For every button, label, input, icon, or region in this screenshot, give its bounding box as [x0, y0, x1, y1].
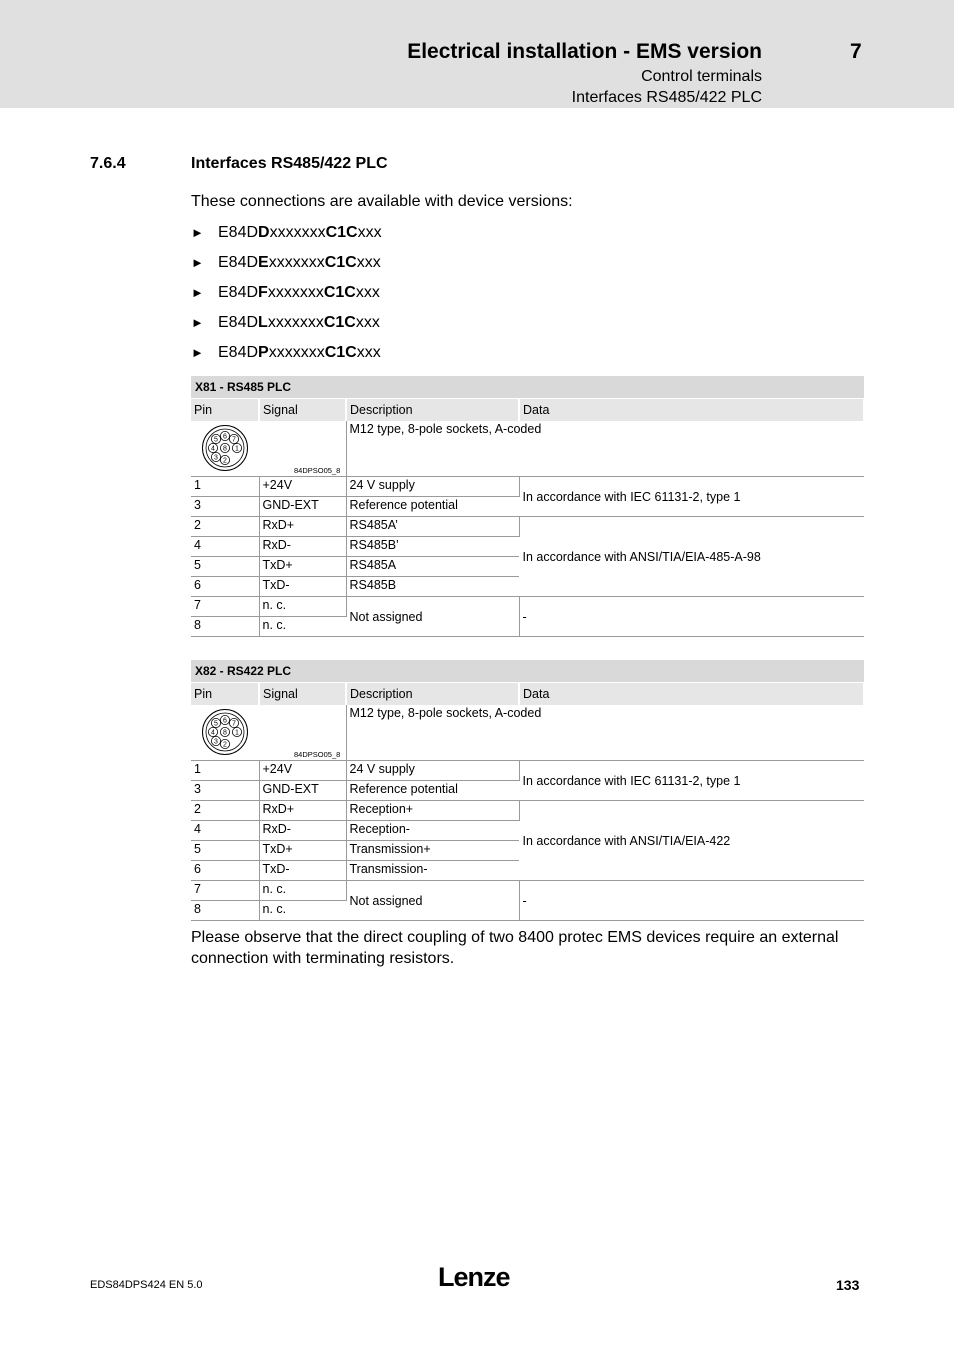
description-cell: RS485A’: [346, 517, 519, 537]
device-version-item: [191, 312, 382, 342]
description-cell: RS485A: [346, 557, 519, 577]
device-code-part: E84D: [218, 344, 259, 361]
signal-cell: RxD-: [259, 821, 346, 841]
chapter-number: 7: [850, 40, 862, 63]
data-cell: -: [519, 881, 864, 921]
svg-text:6: 6: [223, 717, 227, 725]
device-code-part: E84D: [218, 224, 259, 241]
svg-text:5: 5: [214, 436, 218, 444]
device-code-part: F: [258, 284, 268, 301]
table-row: [191, 761, 864, 781]
device-code-part: E84D: [218, 284, 259, 301]
svg-text:8: 8: [223, 445, 227, 453]
description-cell: Not assigned: [346, 881, 519, 921]
x81-table: [191, 376, 864, 637]
svg-text:5: 5: [214, 720, 218, 728]
device-code-part: xxxxxxx: [268, 254, 325, 271]
pin-cell: 2: [191, 801, 259, 821]
svg-text:4: 4: [211, 729, 215, 737]
table-row: [191, 477, 864, 497]
description-cell: Reception-: [346, 821, 519, 841]
device-code-part: C1C: [323, 284, 356, 301]
pin-cell: 6: [191, 861, 259, 881]
data-cell: -: [519, 597, 864, 637]
description-cell: 24 V supply: [346, 477, 519, 497]
svg-text:7: 7: [232, 436, 236, 444]
description-cell: Transmission+: [346, 841, 519, 861]
lenze-logo: Lenze: [438, 1262, 510, 1292]
connector-image-cell: [191, 421, 346, 477]
description-cell: Reference potential: [346, 781, 519, 801]
signal-cell: n. c.: [259, 617, 346, 637]
bullet-arrow-icon: ►: [191, 315, 204, 330]
pin-cell: 7: [191, 881, 259, 901]
device-code-part: C1C: [325, 224, 358, 241]
svg-text:3: 3: [214, 738, 218, 746]
signal-cell: TxD+: [259, 841, 346, 861]
description-cell: Reference potential: [346, 497, 519, 517]
device-code-part: P: [258, 344, 269, 361]
device-code-part: xxx: [357, 224, 382, 241]
m12-connector-icon: [201, 708, 249, 756]
signal-cell: TxD-: [259, 577, 346, 597]
pin-assignment-table: [191, 399, 865, 637]
device-code-part: C1C: [323, 314, 356, 331]
device-code-part: xxx: [356, 344, 381, 361]
pin-cell: 2: [191, 517, 259, 537]
m12-connector-icon: [201, 424, 249, 472]
column-header: Data: [519, 683, 864, 705]
pin-cell: 8: [191, 617, 259, 637]
signal-cell: TxD+: [259, 557, 346, 577]
connector-image-id: 84DPSO05_8: [294, 750, 341, 759]
bullet-arrow-icon: ►: [191, 285, 204, 300]
chapter-title: Electrical installation - EMS version: [407, 40, 762, 63]
intro-text: These connections are available with device versions:: [191, 193, 573, 210]
signal-cell: GND-EXT: [259, 497, 346, 517]
pin-cell: 1: [191, 761, 259, 781]
page-number: 133: [836, 1277, 860, 1293]
description-cell: RS485B: [346, 577, 519, 597]
svg-text:6: 6: [223, 433, 227, 441]
header-subtitle-2: Interfaces RS485/422 PLC: [571, 89, 762, 106]
signal-cell: TxD-: [259, 861, 346, 881]
svg-text:8: 8: [223, 729, 227, 737]
device-version-item: [191, 282, 382, 312]
device-code-part: L: [258, 314, 268, 331]
pin-cell: 8: [191, 901, 259, 921]
column-header: Signal: [259, 399, 346, 421]
section-number: 7.6.4: [90, 155, 126, 172]
header-subtitle-1: Control terminals: [641, 68, 762, 85]
pin-cell: 4: [191, 821, 259, 841]
description-cell: Reception+: [346, 801, 519, 821]
table-caption: X82 - RS422 PLC: [191, 660, 864, 682]
svg-text:1: 1: [235, 729, 239, 737]
signal-cell: GND-EXT: [259, 781, 346, 801]
connector-description: M12 type, 8-pole sockets, A-coded: [346, 421, 864, 477]
pin-cell: 3: [191, 497, 259, 517]
device-version-item: [191, 342, 382, 372]
data-cell: In accordance with IEC 61131-2, type 1: [519, 477, 864, 517]
data-cell: In accordance with ANSI/TIA/EIA-485-A-98: [519, 517, 864, 597]
column-header: Description: [346, 683, 519, 705]
signal-cell: n. c.: [259, 881, 346, 901]
bullet-arrow-icon: ►: [191, 225, 204, 240]
bullet-arrow-icon: ►: [191, 345, 204, 360]
description-cell: Not assigned: [346, 597, 519, 637]
svg-text:3: 3: [214, 454, 218, 462]
device-code-part: xxxxxxx: [268, 344, 325, 361]
description-cell: 24 V supply: [346, 761, 519, 781]
pin-cell: 5: [191, 557, 259, 577]
connector-description: M12 type, 8-pole sockets, A-coded: [346, 705, 864, 761]
pin-cell: 6: [191, 577, 259, 597]
table-caption: X81 - RS485 PLC: [191, 376, 864, 398]
signal-cell: +24V: [259, 761, 346, 781]
description-cell: RS485B’: [346, 537, 519, 557]
device-code-part: xxxxxxx: [267, 314, 324, 331]
footer-document-id: EDS84DPS424 EN 5.0: [90, 1279, 203, 1291]
pin-cell: 4: [191, 537, 259, 557]
column-header: Data: [519, 399, 864, 421]
x82-table: [191, 660, 864, 921]
pin-cell: 3: [191, 781, 259, 801]
data-cell: In accordance with IEC 61131-2, type 1: [519, 761, 864, 801]
signal-cell: RxD-: [259, 537, 346, 557]
device-code-part: xxx: [355, 284, 380, 301]
description-cell: Transmission-: [346, 861, 519, 881]
bullet-arrow-icon: ►: [191, 255, 204, 270]
svg-text:2: 2: [223, 741, 227, 749]
signal-cell: RxD+: [259, 801, 346, 821]
section-title: Interfaces RS485/422 PLC: [191, 155, 388, 172]
device-code-part: C1C: [324, 344, 357, 361]
column-header: Pin: [191, 399, 259, 421]
data-cell: In accordance with ANSI/TIA/EIA-422: [519, 801, 864, 881]
signal-cell: n. c.: [259, 901, 346, 921]
connector-image-id: 84DPSO05_8: [294, 466, 341, 475]
pin-cell: 7: [191, 597, 259, 617]
pin-cell: 1: [191, 477, 259, 497]
device-version-list: [191, 222, 382, 372]
column-header: Signal: [259, 683, 346, 705]
signal-cell: RxD+: [259, 517, 346, 537]
connector-image-cell: [191, 705, 346, 761]
device-code-part: xxxxxxx: [269, 224, 326, 241]
device-code-part: E84D: [218, 314, 259, 331]
device-version-item: [191, 252, 382, 282]
device-code-part: E: [258, 254, 269, 271]
device-code-part: E84D: [218, 254, 259, 271]
pin-cell: 5: [191, 841, 259, 861]
svg-text:4: 4: [211, 445, 215, 453]
signal-cell: n. c.: [259, 597, 346, 617]
table-row: [191, 801, 864, 821]
device-version-item: [191, 222, 382, 252]
table-row: [191, 597, 864, 617]
note-text: Please observe that the direct coupling of two 8400 protec EMS devices require an external connection with terminating resistors.: [191, 929, 839, 967]
device-code-part: xxxxxxx: [267, 284, 324, 301]
device-code-part: D: [258, 224, 270, 241]
device-code-part: xxx: [355, 314, 380, 331]
device-code-part: xxx: [356, 254, 381, 271]
table-row: [191, 881, 864, 901]
signal-cell: +24V: [259, 477, 346, 497]
table-row: [191, 517, 864, 537]
column-header: Pin: [191, 683, 259, 705]
device-code-part: C1C: [324, 254, 357, 271]
svg-text:2: 2: [223, 457, 227, 465]
column-header: Description: [346, 399, 519, 421]
svg-text:1: 1: [235, 445, 239, 453]
pin-assignment-table: [191, 683, 865, 921]
svg-text:7: 7: [232, 720, 236, 728]
